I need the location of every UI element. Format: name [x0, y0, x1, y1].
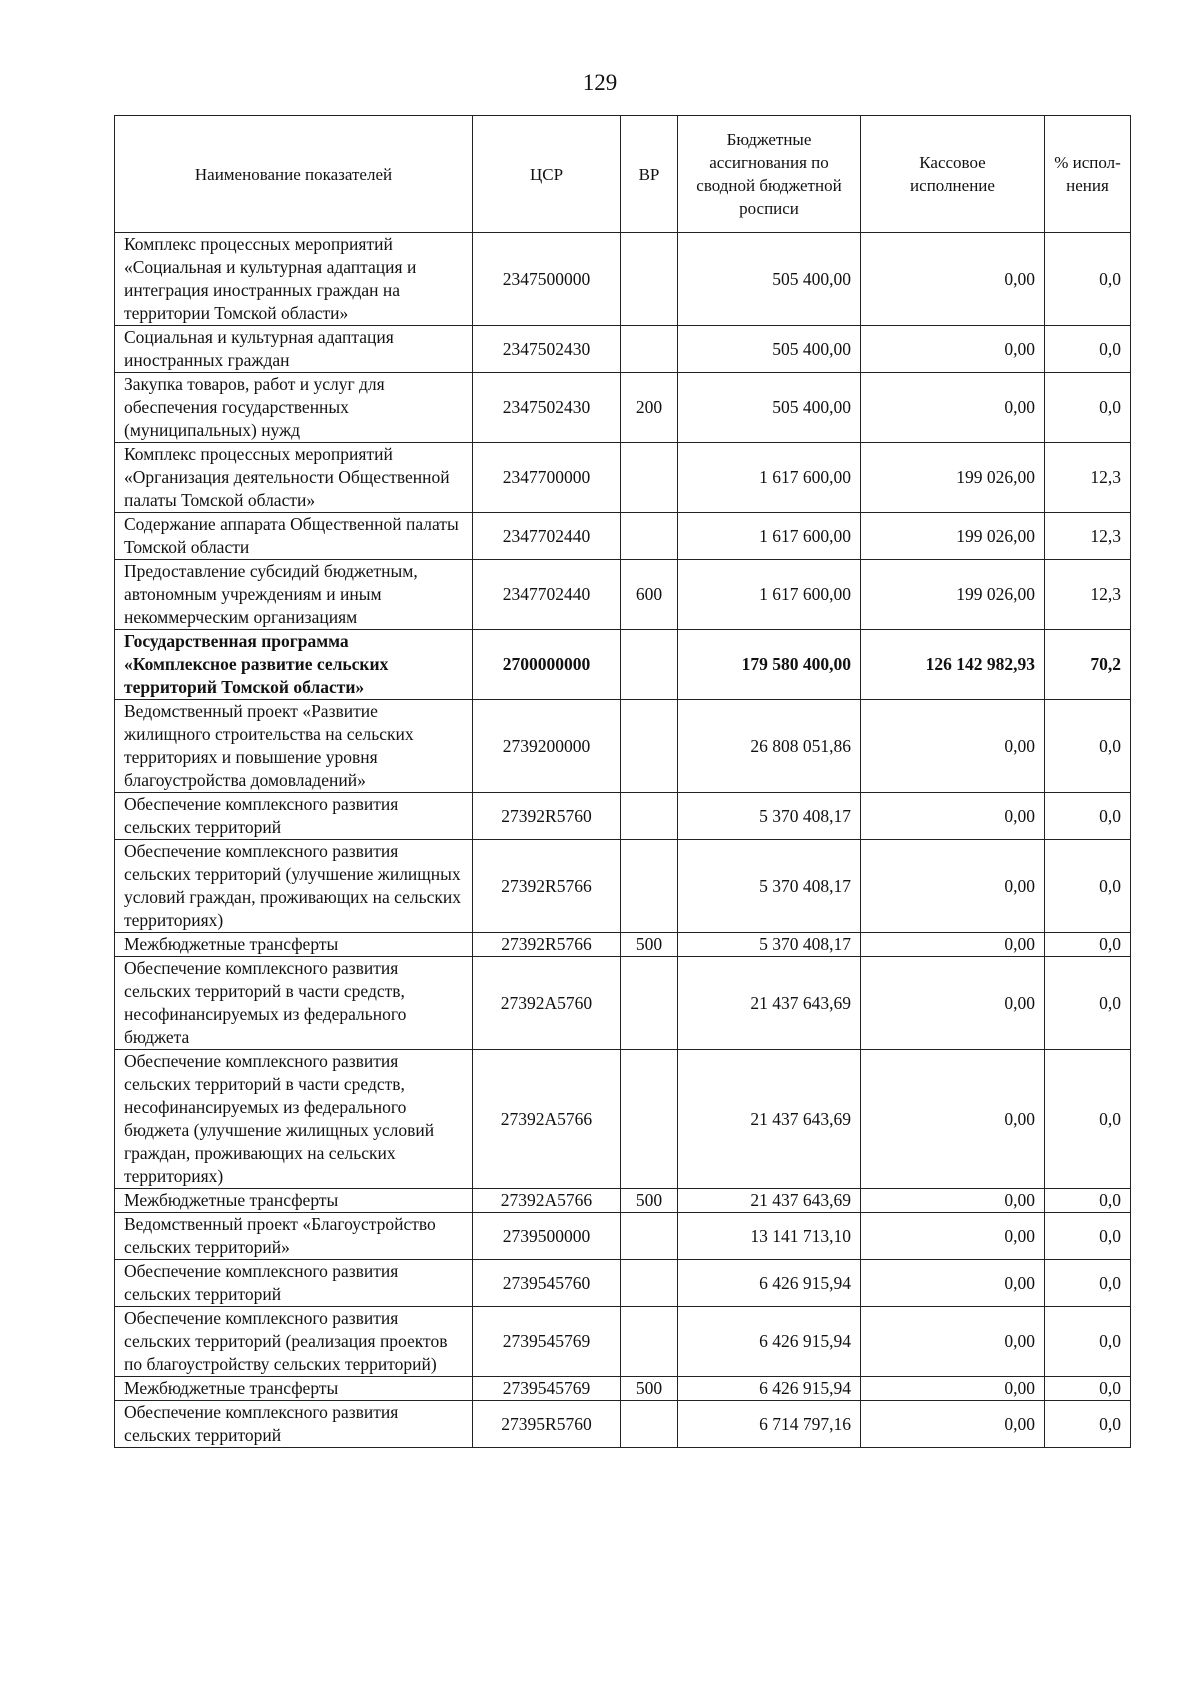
- row-csr-code: 2347702440: [473, 513, 621, 560]
- row-name: Обеспечение комплексного развития сельских территорий: [115, 1260, 473, 1307]
- row-budget-amount: 505 400,00: [678, 326, 861, 373]
- row-name: Комплекс процессных мероприятий «Социальная и культурная адаптация и интеграция иностранных граждан на территории Томской области»: [115, 233, 473, 326]
- row-execution-amount: 0,00: [861, 1189, 1045, 1213]
- table-row: [115, 513, 1131, 560]
- row-execution-percent: 12,3: [1045, 443, 1131, 513]
- row-name: Ведомственный проект «Развитие жилищного строительства на сельских территориях и повышение уровня благоустройства домовладений»: [115, 700, 473, 793]
- row-name: Обеспечение комплексного развития сельских территорий в части средств, несофинансируемых из федерального бюджета (улучшение жилищных условий граждан, проживающих на сельских территориях): [115, 1050, 473, 1189]
- row-execution-amount: 0,00: [861, 1050, 1045, 1189]
- row-vr-code: [621, 1307, 678, 1377]
- row-budget-amount: 6 426 915,94: [678, 1377, 861, 1401]
- row-name: Межбюджетные трансферты: [115, 1189, 473, 1213]
- row-csr-code: 27392A5760: [473, 957, 621, 1050]
- table-row: [115, 443, 1131, 513]
- row-budget-amount: 21 437 643,69: [678, 957, 861, 1050]
- table-row: [115, 560, 1131, 630]
- row-execution-percent: 0,0: [1045, 793, 1131, 840]
- row-execution-percent: 0,0: [1045, 1260, 1131, 1307]
- column-header-percent: % испол-нения: [1045, 116, 1131, 233]
- row-csr-code: 2347500000: [473, 233, 621, 326]
- table-row: [115, 1050, 1131, 1189]
- row-execution-percent: 70,2: [1045, 630, 1131, 700]
- row-execution-amount: 0,00: [861, 1377, 1045, 1401]
- row-csr-code: 2739545769: [473, 1377, 621, 1401]
- row-csr-code: 2700000000: [473, 630, 621, 700]
- table-header-row: [115, 116, 1131, 233]
- row-csr-code: 27392R5766: [473, 840, 621, 933]
- row-name: Обеспечение комплексного развития сельских территорий: [115, 793, 473, 840]
- row-budget-amount: 505 400,00: [678, 373, 861, 443]
- row-vr-code: [621, 1050, 678, 1189]
- row-execution-amount: 0,00: [861, 1260, 1045, 1307]
- row-budget-amount: 26 808 051,86: [678, 700, 861, 793]
- row-execution-percent: 12,3: [1045, 513, 1131, 560]
- row-execution-amount: 0,00: [861, 700, 1045, 793]
- row-budget-amount: 1 617 600,00: [678, 513, 861, 560]
- row-execution-percent: 0,0: [1045, 1401, 1131, 1448]
- table-row: [115, 840, 1131, 933]
- row-vr-code: [621, 443, 678, 513]
- row-execution-amount: 0,00: [861, 1401, 1045, 1448]
- row-vr-code: [621, 513, 678, 560]
- row-vr-code: [621, 957, 678, 1050]
- row-budget-amount: 1 617 600,00: [678, 560, 861, 630]
- row-budget-amount: 21 437 643,69: [678, 1050, 861, 1189]
- row-name: Обеспечение комплексного развития сельских территорий в части средств, несофинансируемых из федерального бюджета: [115, 957, 473, 1050]
- row-execution-percent: 0,0: [1045, 1050, 1131, 1189]
- row-vr-code: [621, 1213, 678, 1260]
- row-execution-amount: 0,00: [861, 957, 1045, 1050]
- column-header-csr: ЦСР: [473, 116, 621, 233]
- row-execution-amount: 0,00: [861, 840, 1045, 933]
- row-vr-code: [621, 1260, 678, 1307]
- table-row: [115, 1260, 1131, 1307]
- row-execution-percent: 0,0: [1045, 1307, 1131, 1377]
- row-csr-code: 27392R5766: [473, 933, 621, 957]
- row-execution-amount: 0,00: [861, 1213, 1045, 1260]
- table-row: [115, 326, 1131, 373]
- row-name: Межбюджетные трансферты: [115, 1377, 473, 1401]
- row-csr-code: 27395R5760: [473, 1401, 621, 1448]
- row-execution-amount: 199 026,00: [861, 560, 1045, 630]
- row-vr-code: 600: [621, 560, 678, 630]
- row-csr-code: 2739545769: [473, 1307, 621, 1377]
- table-row: [115, 957, 1131, 1050]
- row-execution-percent: 0,0: [1045, 933, 1131, 957]
- row-vr-code: [621, 793, 678, 840]
- row-execution-percent: 0,0: [1045, 700, 1131, 793]
- row-name: Предоставление субсидий бюджетным, автономным учреждениям и иным некоммерческим организациям: [115, 560, 473, 630]
- row-execution-amount: 0,00: [861, 326, 1045, 373]
- row-csr-code: 27392R5760: [473, 793, 621, 840]
- row-execution-percent: 0,0: [1045, 326, 1131, 373]
- budget-execution-table: [114, 115, 1131, 1448]
- row-execution-amount: 199 026,00: [861, 443, 1045, 513]
- column-header-execution: Кассовое исполнение: [861, 116, 1045, 233]
- row-execution-percent: 0,0: [1045, 233, 1131, 326]
- row-csr-code: 2739200000: [473, 700, 621, 793]
- row-name: Закупка товаров, работ и услуг для обеспечения государственных (муниципальных) нужд: [115, 373, 473, 443]
- row-vr-code: [621, 1401, 678, 1448]
- row-name: Государственная программа «Комплексное развитие сельских территорий Томской области»: [115, 630, 473, 700]
- row-vr-code: 500: [621, 933, 678, 957]
- row-csr-code: 27392A5766: [473, 1050, 621, 1189]
- row-name: Обеспечение комплексного развития сельских территорий (реализация проектов по благоустройству сельских территорий): [115, 1307, 473, 1377]
- row-execution-percent: 0,0: [1045, 840, 1131, 933]
- row-budget-amount: 13 141 713,10: [678, 1213, 861, 1260]
- row-budget-amount: 5 370 408,17: [678, 793, 861, 840]
- column-header-budget: Бюджетные ассигнования по сводной бюджетной росписи: [678, 116, 861, 233]
- row-vr-code: 500: [621, 1377, 678, 1401]
- page-number: 129: [582, 70, 618, 95]
- row-vr-code: [621, 233, 678, 326]
- table-body: [115, 233, 1131, 1448]
- row-budget-amount: 6 426 915,94: [678, 1307, 861, 1377]
- row-execution-percent: 0,0: [1045, 1189, 1131, 1213]
- row-budget-amount: 21 437 643,69: [678, 1189, 861, 1213]
- row-vr-code: [621, 700, 678, 793]
- row-vr-code: 200: [621, 373, 678, 443]
- row-csr-code: 2347700000: [473, 443, 621, 513]
- row-execution-amount: 0,00: [861, 1307, 1045, 1377]
- table-row: [115, 1401, 1131, 1448]
- row-csr-code: 2347702440: [473, 560, 621, 630]
- row-csr-code: 2347502430: [473, 373, 621, 443]
- row-vr-code: [621, 630, 678, 700]
- table-row: [115, 793, 1131, 840]
- row-csr-code: 2739500000: [473, 1213, 621, 1260]
- row-budget-amount: 1 617 600,00: [678, 443, 861, 513]
- row-budget-amount: 6 426 915,94: [678, 1260, 861, 1307]
- table-row: [115, 1307, 1131, 1377]
- row-budget-amount: 5 370 408,17: [678, 840, 861, 933]
- row-name: Обеспечение комплексного развития сельских территорий (улучшение жилищных условий граждан, проживающих на сельских территориях): [115, 840, 473, 933]
- table-row: [115, 1377, 1131, 1401]
- table-row: [115, 373, 1131, 443]
- column-header-vr: ВР: [621, 116, 678, 233]
- row-budget-amount: 6 714 797,16: [678, 1401, 861, 1448]
- row-execution-percent: 0,0: [1045, 1377, 1131, 1401]
- row-csr-code: 2347502430: [473, 326, 621, 373]
- row-csr-code: 27392A5766: [473, 1189, 621, 1213]
- row-execution-amount: 199 026,00: [861, 513, 1045, 560]
- table-row: [115, 933, 1131, 957]
- column-header-name: Наименование показателей: [115, 116, 473, 233]
- row-name: Комплекс процессных мероприятий «Организация деятельности Общественной палаты Томской области»: [115, 443, 473, 513]
- row-vr-code: [621, 326, 678, 373]
- table-row: [115, 630, 1131, 700]
- table-row: [115, 1189, 1131, 1213]
- row-name: Межбюджетные трансферты: [115, 933, 473, 957]
- row-csr-code: 2739545760: [473, 1260, 621, 1307]
- table-row: [115, 233, 1131, 326]
- row-budget-amount: 5 370 408,17: [678, 933, 861, 957]
- row-execution-percent: 0,0: [1045, 373, 1131, 443]
- row-execution-amount: 0,00: [861, 933, 1045, 957]
- row-execution-amount: 0,00: [861, 233, 1045, 326]
- row-name: Обеспечение комплексного развития сельских территорий: [115, 1401, 473, 1448]
- row-execution-amount: 126 142 982,93: [861, 630, 1045, 700]
- row-name: Ведомственный проект «Благоустройство сельских территорий»: [115, 1213, 473, 1260]
- row-budget-amount: 179 580 400,00: [678, 630, 861, 700]
- row-execution-percent: 12,3: [1045, 560, 1131, 630]
- row-name: Содержание аппарата Общественной палаты Томской области: [115, 513, 473, 560]
- row-execution-percent: 0,0: [1045, 957, 1131, 1050]
- table-row: [115, 1213, 1131, 1260]
- row-execution-percent: 0,0: [1045, 1213, 1131, 1260]
- table-row: [115, 700, 1131, 793]
- row-vr-code: 500: [621, 1189, 678, 1213]
- row-execution-amount: 0,00: [861, 373, 1045, 443]
- row-name: Социальная и культурная адаптация иностранных граждан: [115, 326, 473, 373]
- row-execution-amount: 0,00: [861, 793, 1045, 840]
- row-budget-amount: 505 400,00: [678, 233, 861, 326]
- row-vr-code: [621, 840, 678, 933]
